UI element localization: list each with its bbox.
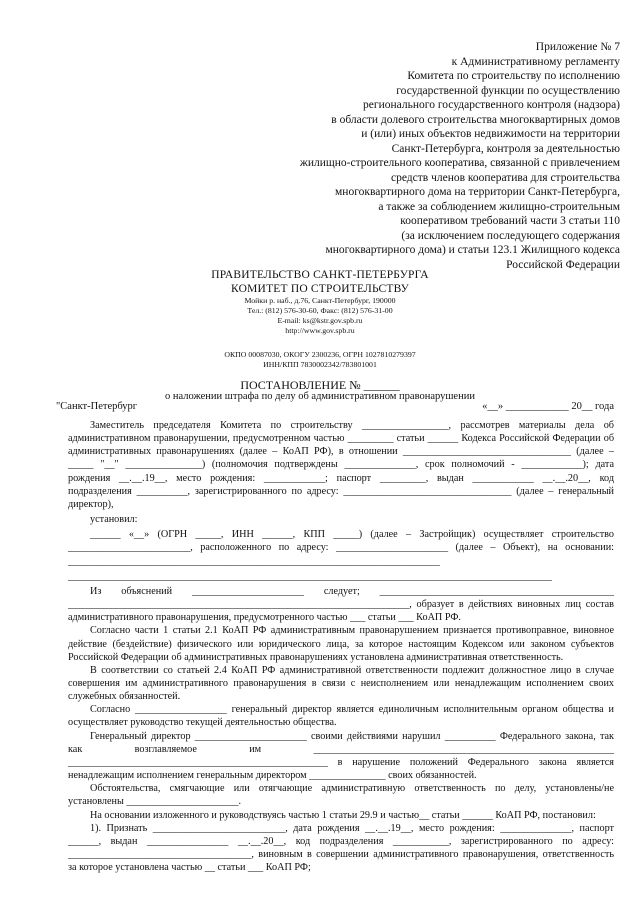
document-title: ПОСТАНОВЛЕНИЕ № ______	[240, 378, 400, 392]
appendix-line: Российской Федерации	[506, 258, 620, 271]
body-paragraph: установил:	[90, 514, 138, 526]
appendix-line: и (или) иных объектов недвижимости на территории	[361, 128, 620, 140]
appendix-line: Комитета по строительству по исполнению	[407, 70, 620, 82]
committee-website: http://www.gov.spb.ru	[285, 326, 355, 335]
body-paragraph: Согласно __________________ генеральный директор является единоличным исполнительным органом общества и осуществляет руководство текущей деятельностью общества.	[68, 704, 614, 729]
appendix-line: а также за соблюдением жилищно-строительным	[378, 200, 620, 213]
body-paragraph: _______________________________________________________________________________________________	[68, 570, 552, 582]
body-paragraph: ______ «__» (ОГРН _____, ИНН ______, КПП _____) (далее – Застройщик) осуществляет строительство ________________________, расположенного по адресу: ______________________ (далее – Объект), на основании: _________________________________________________________________________	[68, 529, 614, 567]
appendix-line: государственной функции по осуществлению	[396, 84, 620, 97]
body-paragraph: Согласно части 1 статьи 2.1 КоАП РФ административным правонарушением признается противоправное, виновное действие (бездействие) физического или юридического лица, за которое настоящим Кодексом или законом субъектов Российской Федерации об административных правонарушениях установлена административная ответственность.	[68, 625, 614, 663]
document-body	[68, 419, 614, 874]
body-paragraph: 1). Признать __________________________, дата рождения __.__.19__, место рождения: ______________, паспорт ______, выдан ________________ __.__.20__, код подразделения ___________, зарегистрированного по адресу: ____________________________________, виновным в совершении административного правонарушения, ответственность за которое установлена частью __ статьи ___ КоАП РФ;	[68, 822, 614, 874]
committee-email: E-mail: ks@kstr.gov.spb.ru	[277, 316, 363, 325]
body-paragraph: Обстоятельства, смягчающие или отягчающие административную ответственность по делу, установлены/не установлены ______________________.	[68, 783, 614, 808]
government-name: ПРАВИТЕЛЬСТВО САНКТ-ПЕТЕРБУРГА	[211, 269, 429, 281]
government-header	[200, 268, 440, 370]
document-date: «__» ____________ 20__ года	[482, 401, 614, 412]
body-paragraph: Заместитель председателя Комитета по строительству _________________, рассмотрев материалы дела об административном правонарушении, предусмотренном частью _________ статьи ______ Кодекса Российской Федерации об административных правонарушениях (далее – КоАП РФ), в отношении _________________________________ (далее – _____ "__" _______________) (полномочия подтверждены ______________, срок полномочий - ____________); дата рождения __.__.19__, место рождения: ____________; паспорт _________, выдан ____________ __.__.20__, код подразделения __________, зарегистрированного по адресу: _________________________________ (далее – генеральный директор),	[68, 420, 614, 510]
appendix-line: Приложение № 7	[535, 41, 620, 53]
committee-inn: ИНН/КПП 7830002342/783801001	[263, 360, 377, 369]
appendix-line: к Административному регламенту	[451, 55, 620, 68]
document-city: "Санкт-Петербург	[56, 401, 138, 412]
body-paragraph: Из объяснений ______________________ следует; ______________________________________________ ___________________________________________________________________, образует в действиях виновных лиц состав административного правонарушения, предусмотренного частью ___ статьи ___ КоАП РФ.	[68, 585, 614, 624]
place-date-line	[56, 401, 614, 415]
appendix-line: многоквартирного дома) и статьи 123.1 Жилищного кодекса	[325, 244, 620, 256]
appendix-line: в области долевого строительства многоквартирных домов	[331, 113, 620, 126]
appendix-line: кооперативом требований части 3 статьи 110	[400, 215, 620, 227]
appendix-line: средств членов кооператива для строительства	[391, 171, 620, 184]
appendix-line: Санкт-Петербурга, контроля за деятельностью	[391, 142, 620, 155]
appendix-line: многоквартирного дома на территории Санкт-Петербурга,	[335, 186, 620, 198]
body-paragraph: В соответствии со статьей 2.4 КоАП РФ административной ответственности подлежит должностное лицо в случае совершения им административного правонарушения в связи с неисполнением или ненадлежащим исполнением своих служебных обязанностей.	[68, 664, 614, 703]
appendix-line: регионального государственного контроля (надзора)	[363, 99, 620, 111]
committee-name: КОМИТЕТ ПО СТРОИТЕЛЬСТВУ	[231, 283, 409, 295]
appendix-line: жилищно-строительного кооператива, связанной с привлечением	[299, 157, 620, 169]
body-paragraph: На основании изложенного и руководствуясь частью 1 статьи 29.9 и частью__ статьи ______ КоАП РФ, постановил:	[90, 809, 596, 821]
document-subtitle: о наложении штрафа по делу об административном правонарушении	[165, 391, 475, 402]
committee-codes: ОКПО 00087030, ОКОГУ 2300236, ОГРН 1027810279397	[224, 350, 416, 359]
appendix-line: (за исключением последующего содержания	[401, 229, 620, 242]
appendix-block	[200, 40, 620, 272]
body-paragraph: Генеральный директор ______________________ своими действиями нарушил __________ Федерального закона, так как возглавляемое им ___________________________________________________________ ___________________________________________________ в нарушение положений Федерального закона является ненадлежащим исполнением генеральным директором _______________ своих обязанностей.	[68, 730, 614, 782]
committee-phone: Тел.: (812) 576-30-60, Факс: (812) 576-31-00	[247, 306, 393, 315]
committee-address: Мойки р. наб., д.76, Санкт-Петербург, 190000	[244, 296, 396, 305]
